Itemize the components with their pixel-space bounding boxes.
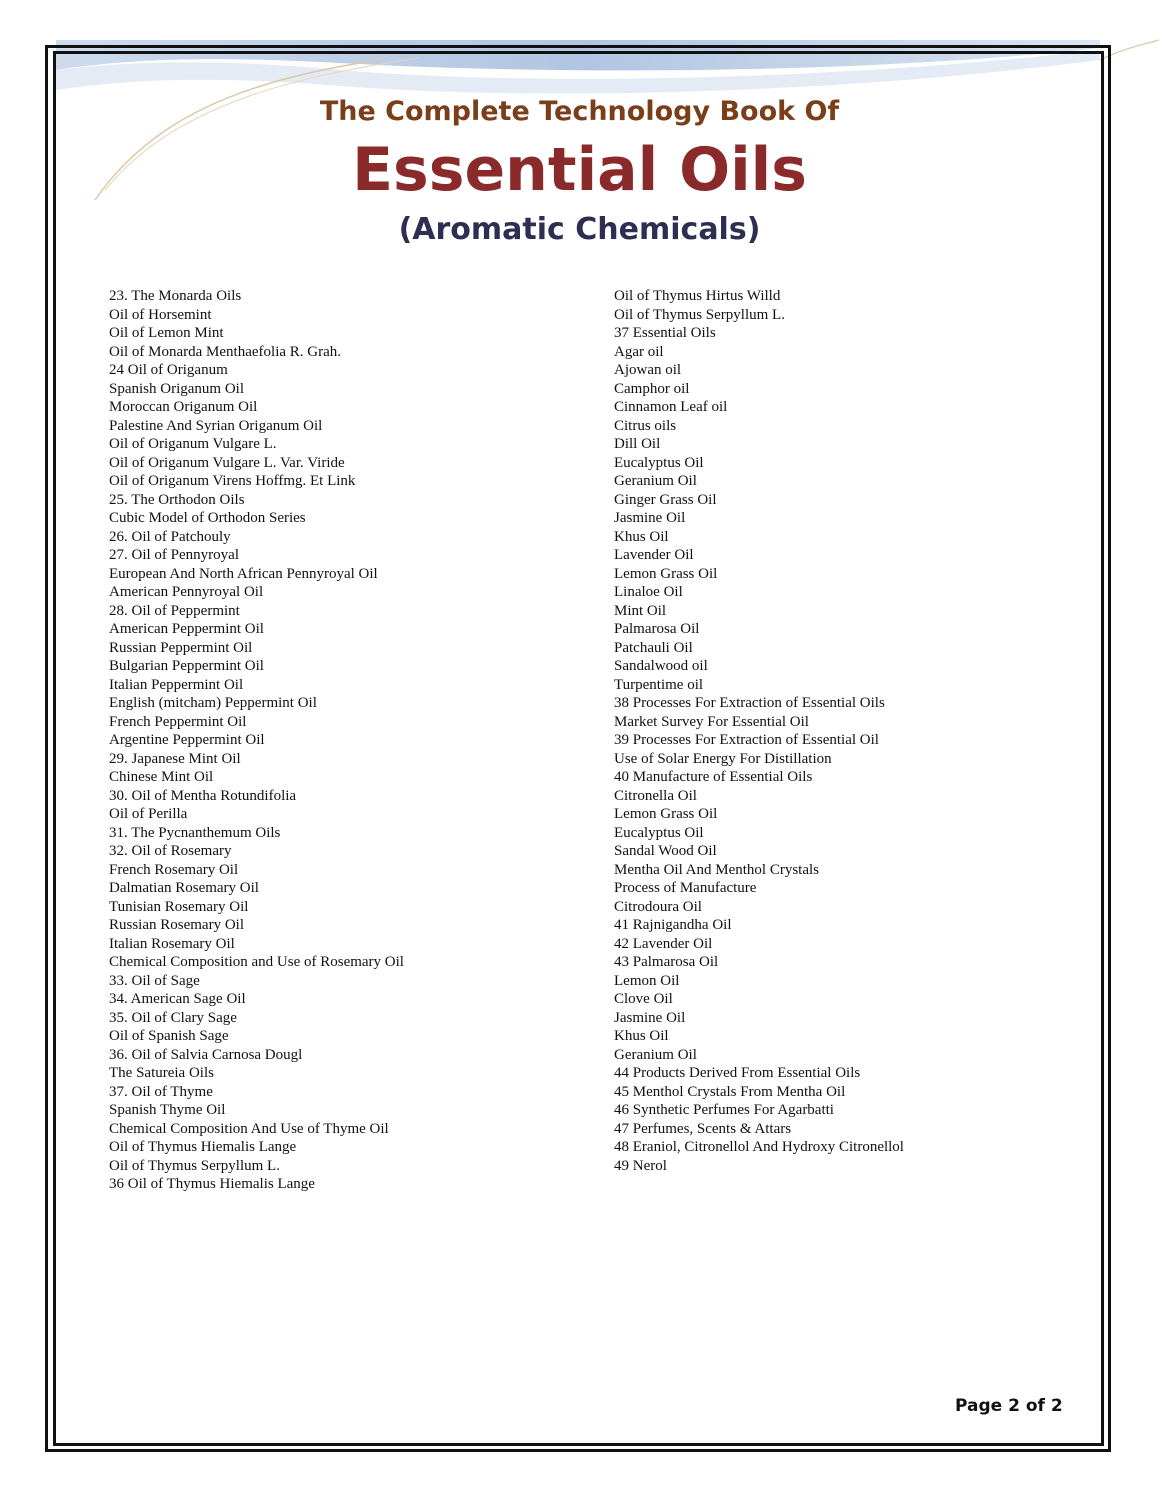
- contents-item: 40 Manufacture of Essential Oils: [614, 769, 813, 785]
- contents-item: Lemon Oil: [614, 972, 680, 989]
- contents-item: 24 Oil of Origanum: [109, 362, 228, 378]
- contents-item: 27. Oil of Pennyroyal: [109, 547, 239, 563]
- contents-item: Italian Peppermint Oil: [109, 676, 244, 693]
- contents-item: 25. The Orthodon Oils: [109, 491, 245, 508]
- contents-item: 41 Rajnigandha Oil: [614, 917, 732, 933]
- contents-item: 44 Products Derived From Essential Oils: [614, 1065, 861, 1081]
- contents-item: 23. The Monarda Oils: [109, 288, 242, 304]
- contents-item: Oil of Origanum Virens Hoffmg. Et Link: [109, 473, 356, 489]
- contents-item: Ajowan oil: [614, 362, 682, 378]
- contents-item: Bulgarian Peppermint Oil: [109, 658, 264, 674]
- contents-item: American Pennyroyal Oil: [109, 584, 264, 600]
- contents-item: 45 Menthol Crystals From Mentha Oil: [614, 1083, 846, 1100]
- contents-item: English (mitcham) Peppermint Oil: [109, 695, 317, 711]
- contents-item: Citrus oils: [614, 417, 677, 434]
- contents-item: Oil of Thymus Hiemalis Lange: [109, 1139, 297, 1155]
- contents-item: 32. Oil of Rosemary: [109, 843, 232, 859]
- contents-item: 39 Processes For Extraction of Essential Oil: [614, 732, 879, 748]
- contents-item: 43 Palmarosa Oil: [614, 954, 719, 970]
- contents-item: Market Survey For Essential Oil: [614, 713, 809, 730]
- contents-item: 31. The Pycnanthemum Oils: [109, 824, 281, 841]
- contents-item: Geranium Oil: [614, 1046, 697, 1063]
- contents-item: Oil of Thymus Hirtus Willd: [614, 288, 781, 304]
- contents-item: 26. Oil of Patchouly: [109, 528, 231, 545]
- contents-item: Oil of Origanum Vulgare L. Var. Viride: [109, 454, 345, 471]
- contents-item: Citronella Oil: [614, 787, 697, 804]
- contents-item: Dalmatian Rosemary Oil: [109, 880, 259, 896]
- contents-right-column: [614, 287, 1094, 1175]
- contents-item: Lavender Oil: [614, 547, 694, 563]
- contents-item: 47 Perfumes, Scents & Attars: [614, 1120, 792, 1137]
- contents-item: Camphor oil: [614, 380, 690, 397]
- contents-item: Geranium Oil: [614, 473, 697, 489]
- contents-item: 37 Essential Oils: [614, 325, 716, 341]
- contents-item: 42 Lavender Oil: [614, 935, 713, 952]
- contents-item: Lemon Grass Oil: [614, 565, 718, 582]
- contents-item: Clove Oil: [614, 991, 673, 1007]
- contents-item: Oil of Monarda Menthaefolia R. Grah.: [109, 343, 342, 360]
- contents-item: Oil of Thymus Serpyllum L.: [614, 306, 785, 323]
- contents-item: Oil of Thymus Serpyllum L.: [109, 1157, 280, 1174]
- contents-item: 49 Nerol: [614, 1157, 667, 1174]
- contents-item: Palestine And Syrian Origanum Oil: [109, 417, 323, 434]
- book-subtitle: (Aromatic Chemicals): [398, 212, 761, 247]
- contents-item: Spanish Thyme Oil: [109, 1102, 226, 1118]
- contents-item: Oil of Origanum Vulgare L.: [109, 436, 277, 452]
- book-title: Essential Oils: [352, 135, 807, 205]
- contents-item: Palmarosa Oil: [614, 621, 700, 637]
- contents-item: Use of Solar Energy For Distillation: [614, 750, 832, 767]
- contents-item: 36. Oil of Salvia Carnosa Dougl: [109, 1046, 303, 1063]
- contents-item: Moroccan Origanum Oil: [109, 399, 258, 415]
- contents-item: Sandalwood oil: [614, 658, 708, 674]
- contents-item: Lemon Grass Oil: [614, 806, 718, 822]
- contents-item: French Peppermint Oil: [109, 713, 247, 730]
- contents-item: Oil of Spanish Sage: [109, 1028, 229, 1044]
- contents-item: Oil of Lemon Mint: [109, 325, 224, 341]
- contents-item: Tunisian Rosemary Oil: [109, 898, 249, 915]
- contents-item: Turpentime oil: [614, 676, 704, 693]
- contents-item: Russian Rosemary Oil: [109, 917, 244, 933]
- contents-item: Chemical Composition and Use of Rosemary Oil: [109, 954, 404, 970]
- contents-item: Oil of Horsemint: [109, 306, 212, 323]
- contents-item: 48 Eraniol, Citronellol And Hydroxy Citronellol: [614, 1139, 904, 1155]
- contents-item: Jasmine Oil: [614, 1009, 686, 1026]
- contents-item: Jasmine Oil: [614, 510, 686, 526]
- contents-item: Khus Oil: [614, 528, 669, 545]
- contents-item: 28. Oil of Peppermint: [109, 602, 240, 619]
- contents-left-column: [109, 287, 589, 1194]
- contents-item: 30. Oil of Mentha Rotundifolia: [109, 787, 297, 804]
- contents-item: American Peppermint Oil: [109, 621, 264, 637]
- contents-item: Argentine Peppermint Oil: [109, 732, 265, 748]
- contents-item: Mint Oil: [614, 602, 667, 619]
- contents-item: Cinnamon Leaf oil: [614, 399, 728, 415]
- contents-item: French Rosemary Oil: [109, 861, 239, 878]
- book-title-prefix: The Complete Technology Book Of: [319, 96, 840, 127]
- page-number: Page 2 of 2: [955, 1396, 1063, 1416]
- contents-item: 38 Processes For Extraction of Essential Oils: [614, 695, 885, 711]
- contents-item: 37. Oil of Thyme: [109, 1083, 213, 1100]
- contents-item: Process of Manufacture: [614, 880, 757, 896]
- contents-item: Dill Oil: [614, 436, 661, 452]
- contents-item: 36 Oil of Thymus Hiemalis Lange: [109, 1176, 315, 1192]
- contents-item: Mentha Oil And Menthol Crystals: [614, 861, 819, 878]
- contents-item: Citrodoura Oil: [614, 898, 702, 915]
- contents-item: Eucalyptus Oil: [614, 824, 704, 841]
- contents-item: Cubic Model of Orthodon Series: [109, 510, 306, 526]
- contents-item: Sandal Wood Oil: [614, 843, 717, 859]
- contents-item: Linaloe Oil: [614, 584, 683, 600]
- contents-item: 46 Synthetic Perfumes For Agarbatti: [614, 1102, 834, 1118]
- contents-item: Oil of Perilla: [109, 806, 188, 822]
- contents-item: Khus Oil: [614, 1028, 669, 1044]
- contents-item: Patchauli Oil: [614, 639, 693, 656]
- contents-item: Chemical Composition And Use of Thyme Oil: [109, 1120, 389, 1137]
- contents-item: 29. Japanese Mint Oil: [109, 750, 241, 767]
- contents-item: Spanish Origanum Oil: [109, 380, 244, 397]
- contents-item: Italian Rosemary Oil: [109, 935, 235, 952]
- contents-item: 34. American Sage Oil: [109, 991, 246, 1007]
- contents-item: 33. Oil of Sage: [109, 972, 200, 989]
- contents-item: Ginger Grass Oil: [614, 491, 717, 508]
- contents-item: Russian Peppermint Oil: [109, 639, 253, 656]
- contents-item: Eucalyptus Oil: [614, 454, 704, 471]
- contents-item: Chinese Mint Oil: [109, 769, 214, 785]
- contents-item: The Satureia Oils: [109, 1065, 214, 1081]
- contents-item: 35. Oil of Clary Sage: [109, 1009, 237, 1026]
- contents-item: Agar oil: [614, 343, 664, 360]
- contents-item: European And North African Pennyroyal Oil: [109, 565, 378, 582]
